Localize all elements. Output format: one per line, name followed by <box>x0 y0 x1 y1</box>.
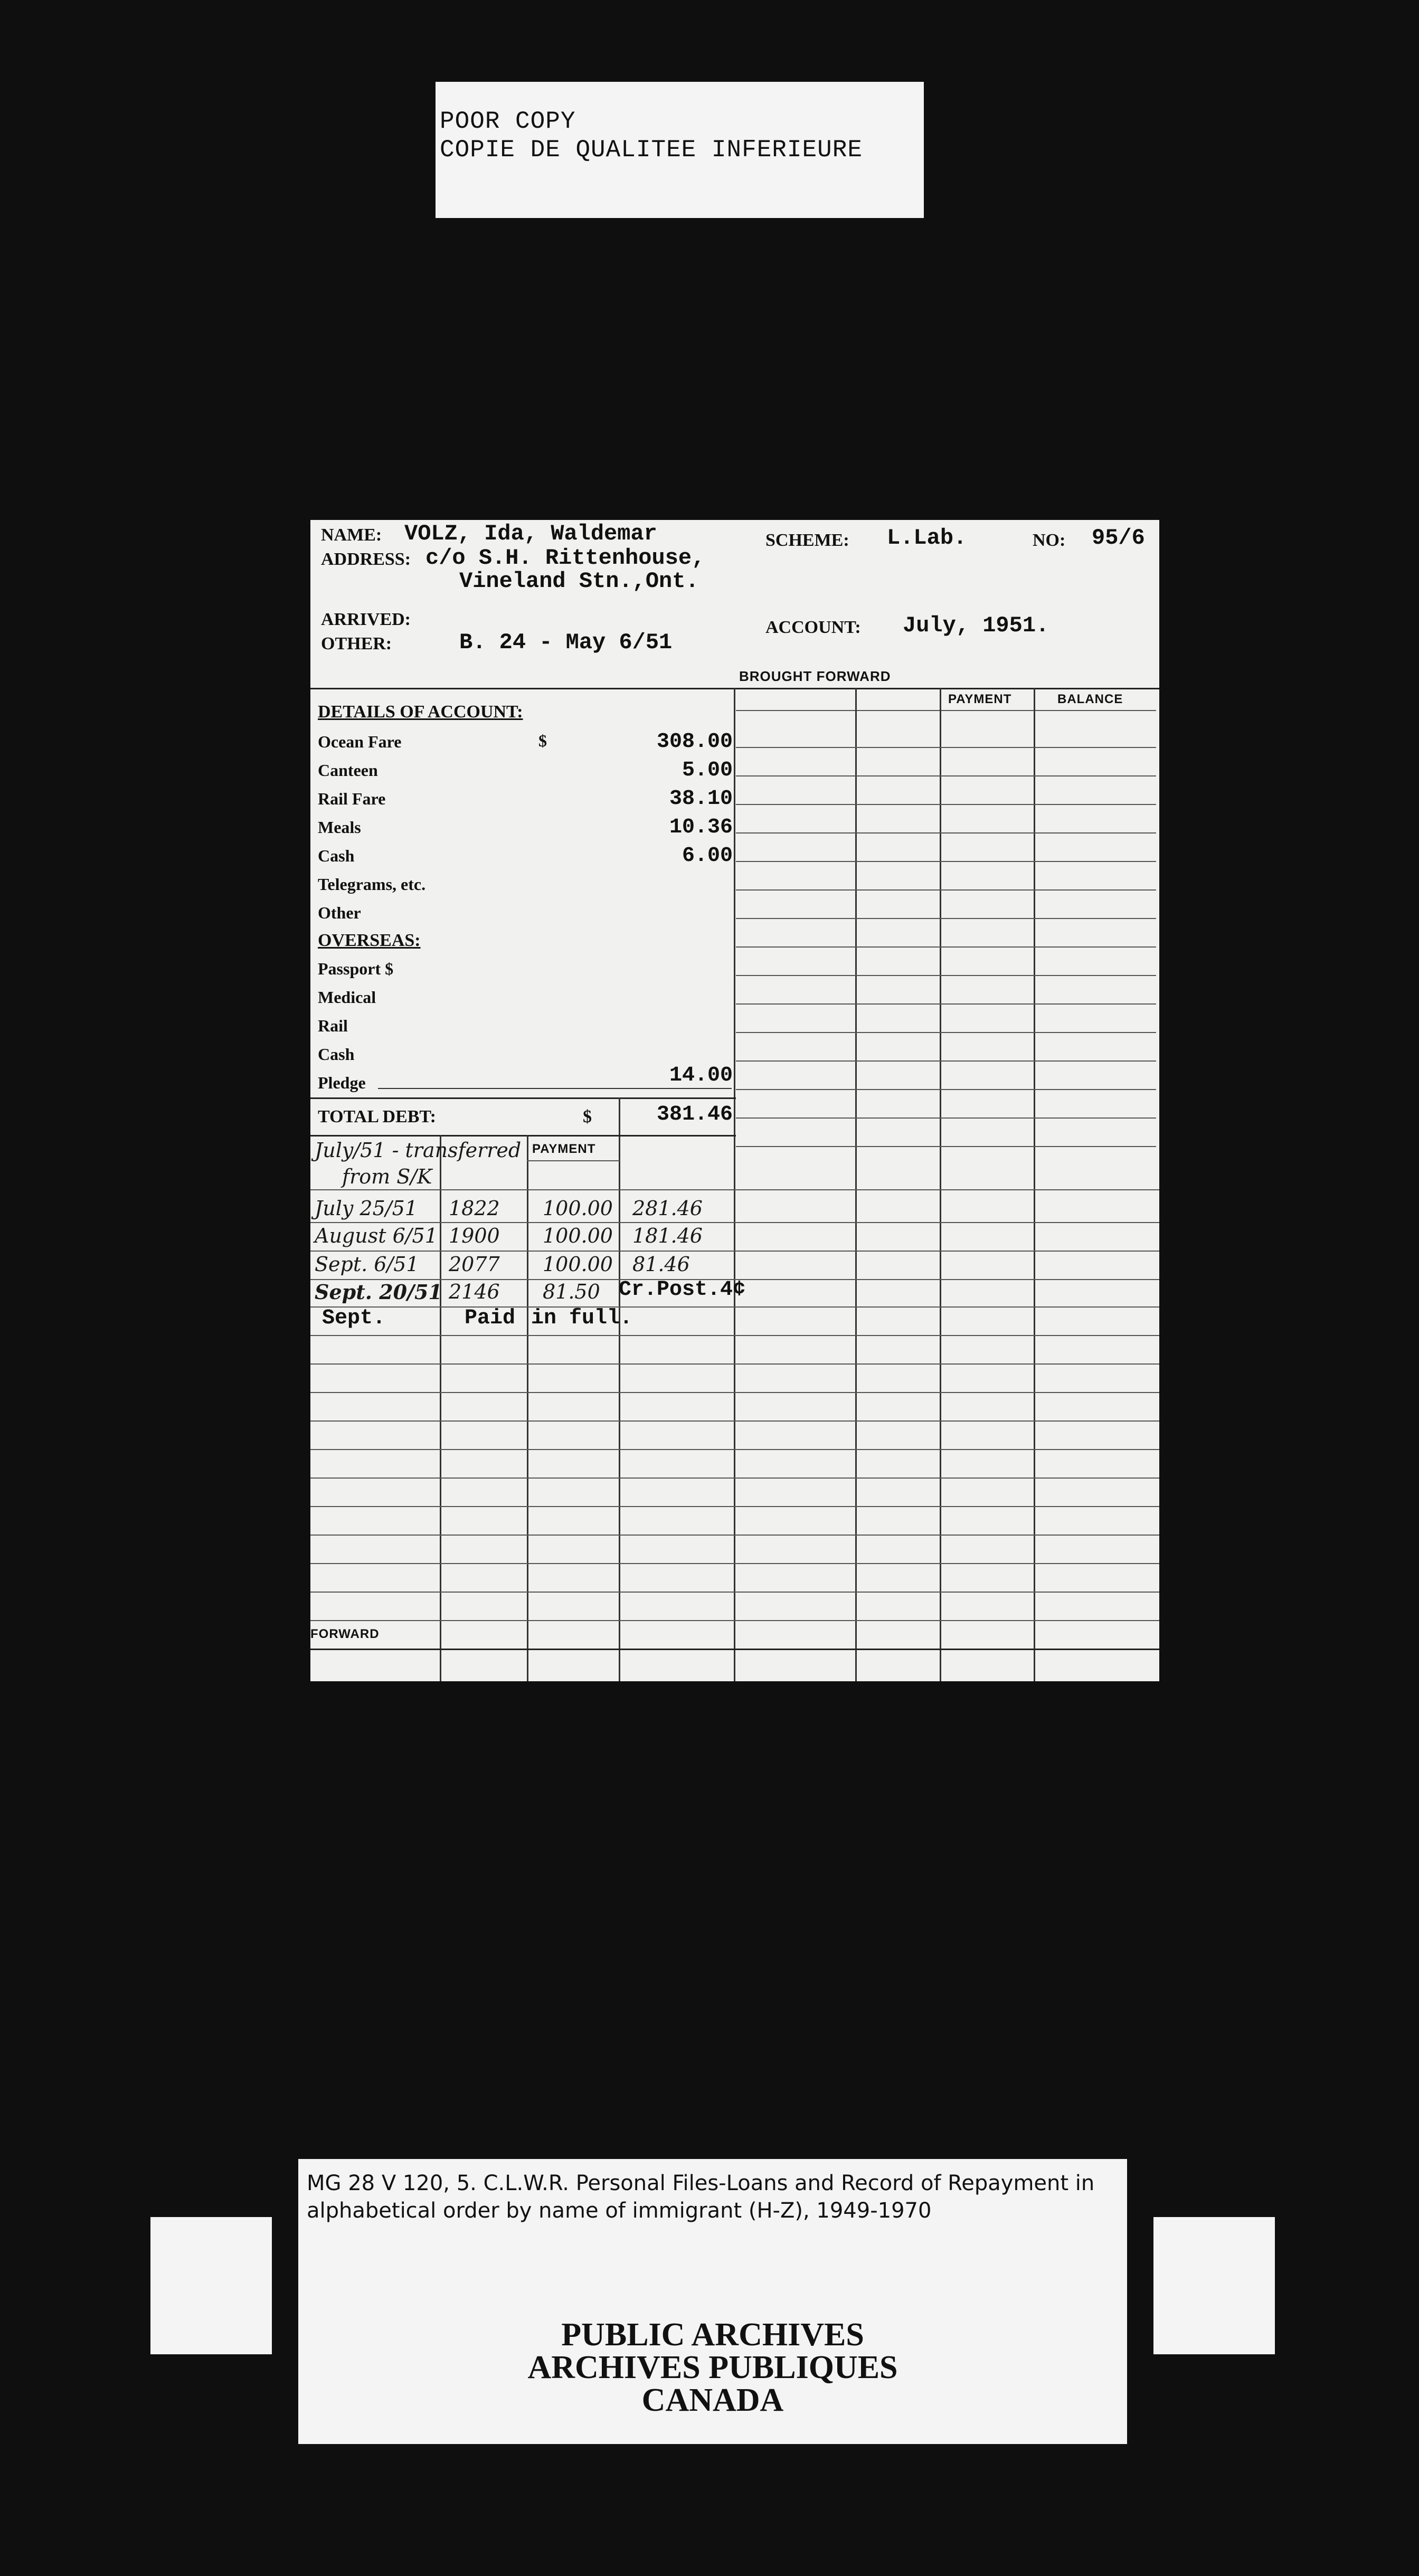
typed-row-date: Sept. <box>322 1306 386 1330</box>
typed-row-ref: Paid <box>465 1306 516 1330</box>
ledger-payment: 100.00 <box>543 1224 613 1247</box>
forward-label: FORWARD <box>310 1627 380 1641</box>
no-label: NO: <box>1033 531 1066 550</box>
ledger-ref: 1900 <box>449 1224 500 1247</box>
ledger-rule <box>310 1251 1159 1252</box>
copie-inferieure-text: COPIE DE QUALITEE INFERIEURE <box>440 136 863 164</box>
rule-right-3 <box>736 804 1156 805</box>
rule-right-9 <box>736 975 1156 976</box>
total-bottom-rule <box>310 1135 736 1137</box>
divider-col3 <box>940 688 941 1681</box>
typed-row-payment: in full. <box>531 1306 633 1330</box>
archive-label <box>150 2159 1275 2444</box>
ledger-payment: 100.00 <box>543 1253 613 1276</box>
item-amount: 5.00 <box>682 759 733 782</box>
ledger-note-line1: July/51 - transferred <box>315 1139 522 1162</box>
item-label: Rail Fare <box>318 789 386 808</box>
overseas-item-label: Passport $ <box>318 959 394 978</box>
ledger-rule <box>310 1563 1159 1564</box>
item-amount: 308.00 <box>656 730 733 754</box>
archive-reference: MG 28 V 120, 5. C.L.W.R. Personal Files-Loans and Record of Repayment in alphabetical order by name of immigrant (H-Z), 1949-1970 <box>307 2171 1095 2223</box>
ledger-rule <box>310 1222 1159 1223</box>
rule-right-11 <box>736 1032 1156 1033</box>
ledger-rule <box>310 1335 1159 1336</box>
ledger-balance-typed: Cr.Post.4¢ <box>619 1278 746 1302</box>
divider-ledger-2 <box>527 1135 528 1681</box>
ledger-payment: 100.00 <box>543 1197 613 1220</box>
scheme-value: L.Lab. <box>887 525 967 551</box>
overseas-item-label: Medical <box>318 988 376 1007</box>
total-debt-amount: 381.46 <box>656 1103 733 1126</box>
ocean-fare-currency: $ <box>538 731 547 750</box>
item-label: Other <box>318 903 361 922</box>
item-amount: 38.10 <box>669 787 733 811</box>
ledger-rule <box>310 1506 1159 1507</box>
total-debt-label: TOTAL DEBT: <box>318 1107 436 1126</box>
public-archives-title: PUBLIC ARCHIVES <box>561 2317 864 2353</box>
pledge-amount: 14.00 <box>669 1064 733 1087</box>
account-value: July, 1951. <box>903 613 1049 638</box>
rule-right-4 <box>736 832 1156 834</box>
item-amount: 10.36 <box>669 816 733 839</box>
rule-right-5 <box>736 861 1156 862</box>
divider-main <box>734 688 735 1681</box>
overseas-item-label: Pledge <box>318 1073 366 1092</box>
rule-right-7 <box>736 918 1156 919</box>
name-label: NAME: <box>321 525 382 545</box>
rule-right-2 <box>736 775 1156 776</box>
ledger-rule <box>310 1478 1159 1479</box>
label-tab-left <box>150 2217 272 2354</box>
ledger-ref: 1822 <box>449 1197 500 1220</box>
ledger-rule <box>310 1592 1159 1593</box>
divider-col2 <box>855 688 857 1681</box>
canada-title: CANADA <box>641 2382 784 2418</box>
total-currency: $ <box>583 1107 592 1126</box>
other-label: OTHER: <box>321 634 392 654</box>
brought-forward-label: BROUGHT FORWARD <box>739 668 891 684</box>
ledger-payment-header: PAYMENT <box>532 1142 596 1156</box>
rule-right-13 <box>736 1089 1156 1090</box>
rule-right-14 <box>736 1117 1156 1119</box>
divider-ledger-1 <box>440 1135 441 1681</box>
balance-column-header: BALANCE <box>1057 692 1123 706</box>
ledger-rule <box>310 1535 1159 1536</box>
address-label: ADDRESS: <box>321 550 411 569</box>
ledger-date: Sept. 20/51 <box>315 1280 442 1304</box>
overseas-item-label: Rail <box>318 1016 348 1035</box>
ledger-rule <box>310 1363 1159 1365</box>
item-label: Canteen <box>318 761 378 780</box>
ledger-balance: 181.46 <box>632 1224 703 1247</box>
name-value: VOLZ, Ida, Waldemar <box>404 521 657 546</box>
address-line1: c/o S.H. Rittenhouse, <box>425 545 705 571</box>
rule-right-8 <box>736 946 1156 948</box>
ledger-rule <box>310 1189 1159 1190</box>
ledger-date: July 25/51 <box>315 1197 418 1220</box>
overseas-title: OVERSEAS: <box>318 931 421 950</box>
account-card <box>310 520 1159 1681</box>
ledger-balance: 81.46 <box>632 1253 690 1276</box>
item-label: Telegrams, etc. <box>318 875 426 894</box>
ledger-rule <box>310 1306 1159 1308</box>
poor-copy-text: POOR COPY <box>440 108 576 135</box>
archive-label-body <box>298 2159 1127 2444</box>
ledger-payment: 81.50 <box>543 1280 600 1303</box>
ledger-rule <box>310 1420 1159 1422</box>
ledger-note-line2: from S/K <box>342 1165 432 1188</box>
rule-right-12 <box>736 1060 1156 1062</box>
ledger-rule <box>310 1449 1159 1450</box>
total-top-rule <box>310 1097 736 1099</box>
archives-publiques-title: ARCHIVES PUBLIQUES <box>527 2350 898 2385</box>
ledger-balance: 281.46 <box>632 1197 703 1220</box>
pledge-rule <box>378 1088 732 1089</box>
arrived-label: ARRIVED: <box>321 610 411 629</box>
poor-copy-label <box>436 82 924 218</box>
payment-header-rule <box>527 1160 620 1161</box>
ledger-rule <box>310 1620 1159 1621</box>
rule-right-15 <box>736 1146 1156 1147</box>
column-header-rule <box>736 710 1156 711</box>
ledger-rule <box>310 1392 1159 1393</box>
forward-rule <box>310 1649 1159 1650</box>
label-tab-right <box>1153 2217 1275 2354</box>
scheme-label: SCHEME: <box>765 531 849 550</box>
rule-right-6 <box>736 889 1156 891</box>
rule-right-1 <box>736 747 1156 748</box>
item-label: Meals <box>318 818 361 837</box>
ledger-ref: 2077 <box>449 1253 500 1276</box>
payment-column-header: PAYMENT <box>948 692 1012 706</box>
address-line2: Vineland Stn.,Ont. <box>459 569 699 594</box>
ledger-date: Sept. 6/51 <box>315 1253 419 1276</box>
overseas-item-label: Cash <box>318 1045 355 1064</box>
other-value: B. 24 - May 6/51 <box>459 630 673 655</box>
no-value: 95/6 <box>1092 525 1145 551</box>
account-label: ACCOUNT: <box>765 618 861 637</box>
ledger-ref: 2146 <box>449 1280 500 1303</box>
divider-amount <box>619 1097 620 1681</box>
rule-right-10 <box>736 1003 1156 1005</box>
item-label: Cash <box>318 846 355 865</box>
item-amount: 6.00 <box>682 844 733 868</box>
ledger-date: August 6/51 <box>315 1224 438 1247</box>
item-label: Ocean Fare <box>318 732 402 751</box>
details-of-account-title: DETAILS OF ACCOUNT: <box>318 702 523 722</box>
divider-col4 <box>1034 688 1035 1681</box>
